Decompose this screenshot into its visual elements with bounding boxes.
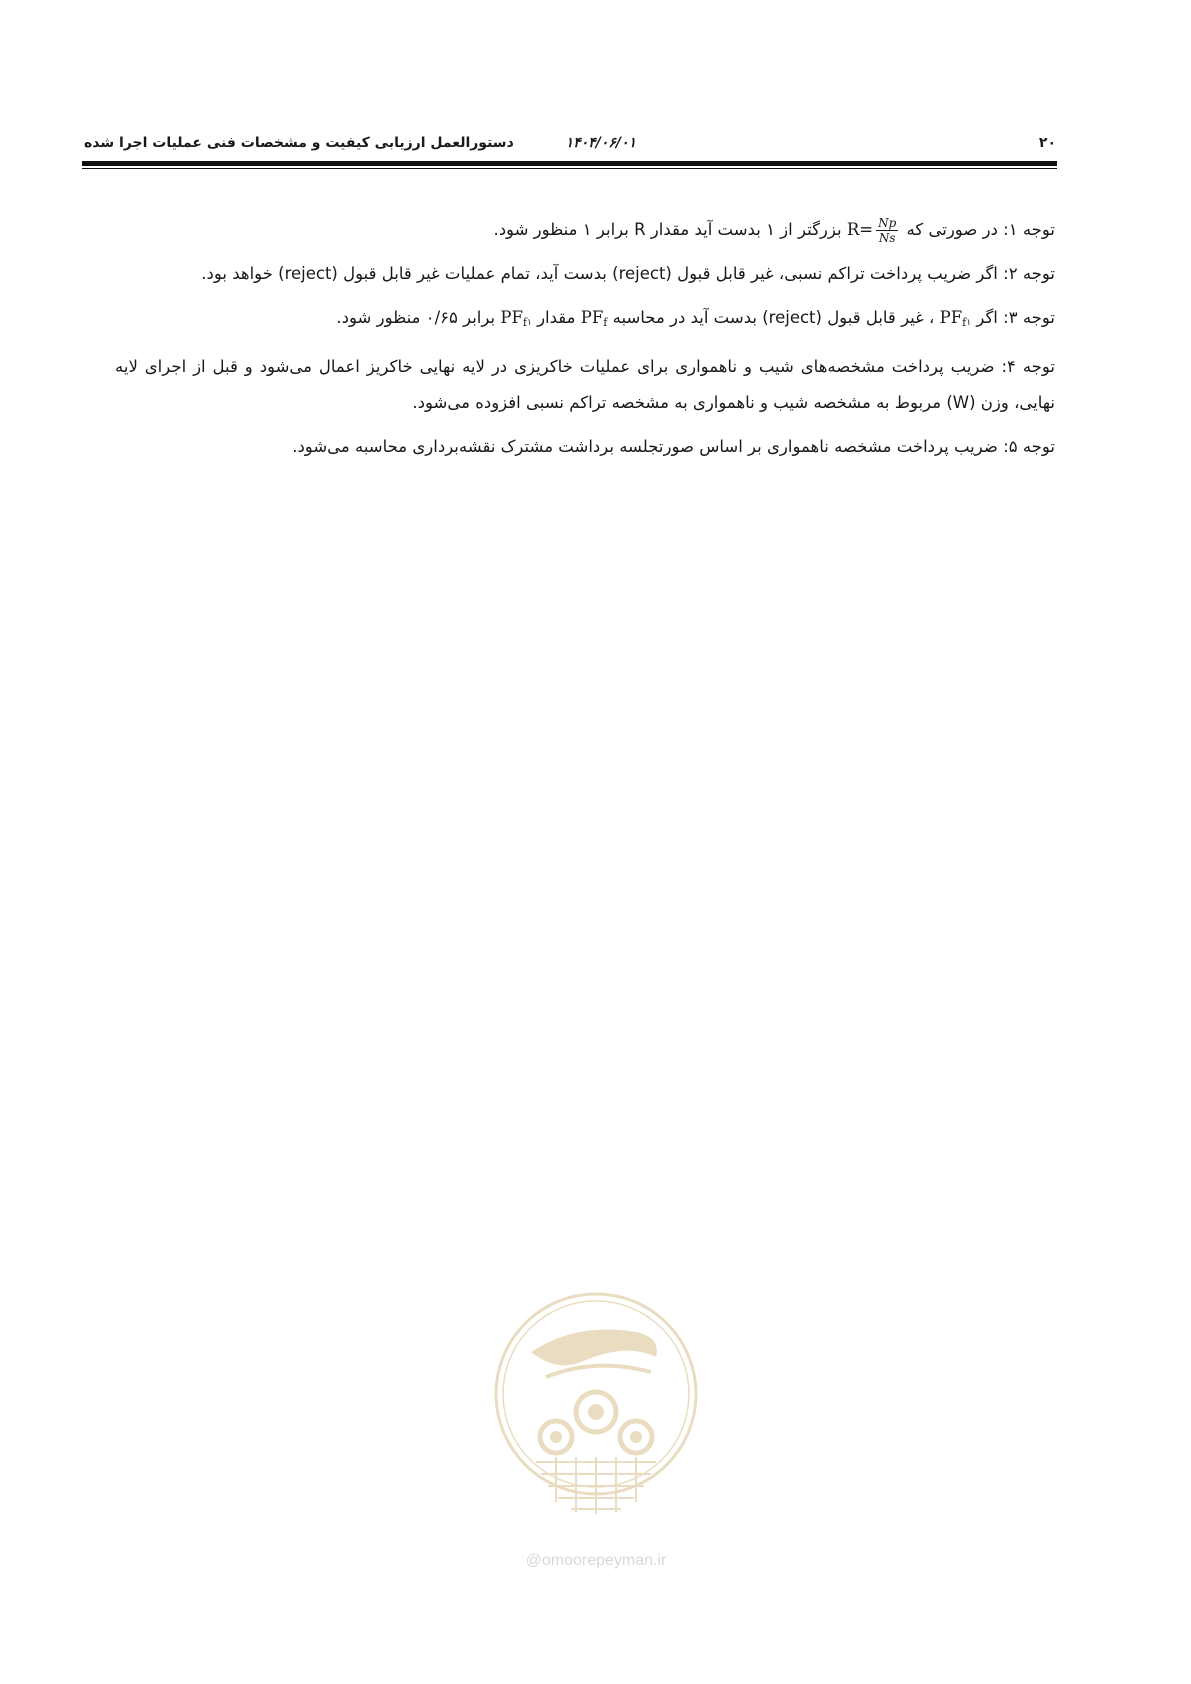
notes-section	[115, 212, 1055, 473]
header-rule-thin	[82, 168, 1057, 169]
note-1-text-after: بزرگتر از ۱ بدست آید مقدار R برابر ۱ منظور شود.	[493, 220, 842, 239]
note-5	[115, 429, 1055, 465]
note-4	[115, 349, 1055, 421]
note-4-text: ضریب پرداخت مشخصه‌های شیب و ناهمواری برای عملیات خاکریزی در لایه نهایی خاکریز اعمال می‌شود و قبل از اجرای لایه نهایی، وزن (W) مربوط به مشخصه شیب و ناهمواری به مشخصه تراکم نسبی افزوده می‌شود.	[115, 357, 1055, 412]
note-3-part4: برابر ۰/۶۵ منظور شود.	[336, 308, 496, 327]
page-number: ۲۰	[1038, 135, 1056, 151]
note-2	[115, 256, 1055, 292]
page-header	[84, 130, 1056, 156]
watermark-url: @omoorepeyman.ir	[525, 1552, 667, 1569]
watermark	[486, 1262, 706, 1592]
pf-f1-symbol-2: $PF_f۱$	[500, 308, 532, 329]
header-rule-thick	[82, 161, 1057, 166]
note-1-label: توجه ۱:	[1003, 220, 1055, 239]
ratio-formula	[847, 212, 901, 248]
ratio-fraction	[876, 216, 898, 245]
note-4-label: توجه ۴:	[1001, 357, 1055, 376]
note-1	[115, 212, 1055, 248]
note-5-label: توجه ۵:	[1003, 437, 1055, 456]
note-3-part1: اگر	[976, 308, 998, 327]
header-date: ۱۴۰۴/۰۶/۰۱	[565, 135, 636, 151]
note-1-text-before: در صورتی که	[906, 220, 998, 239]
document-title: دستورالعمل ارزیابی کیفیت و مشخصات فنی عملیات اجرا شده	[84, 135, 514, 151]
note-2-text: اگر ضریب پرداخت تراکم نسبی، غیر قابل قبول (reject) بدست آید، تمام عملیات غیر قابل قبول (reject) خواهد بود.	[201, 264, 998, 283]
note-5-text: ضریب پرداخت مشخصه ناهمواری بر اساس صورتجلسه برداشت مشترک نقشه‌برداری محاسبه می‌شود.	[292, 437, 998, 456]
note-3-label: توجه ۳:	[1003, 308, 1055, 327]
r-symbol: R=	[846, 220, 874, 239]
note-2-label: توجه ۲:	[1003, 264, 1055, 283]
note-3	[115, 300, 1055, 341]
fraction-numerator: Np	[878, 216, 897, 230]
watermark-logo-icon	[486, 1262, 706, 1532]
pf-f-symbol: $PF_f$	[580, 308, 608, 329]
note-3-part3: مقدار	[537, 308, 576, 327]
pf-f1-symbol: $PF_f۱$	[939, 308, 972, 329]
note-3-part2: ، غیر قابل قبول (reject) بدست آید در محاسبه	[612, 308, 935, 327]
fraction-denominator: Ns	[878, 231, 896, 245]
